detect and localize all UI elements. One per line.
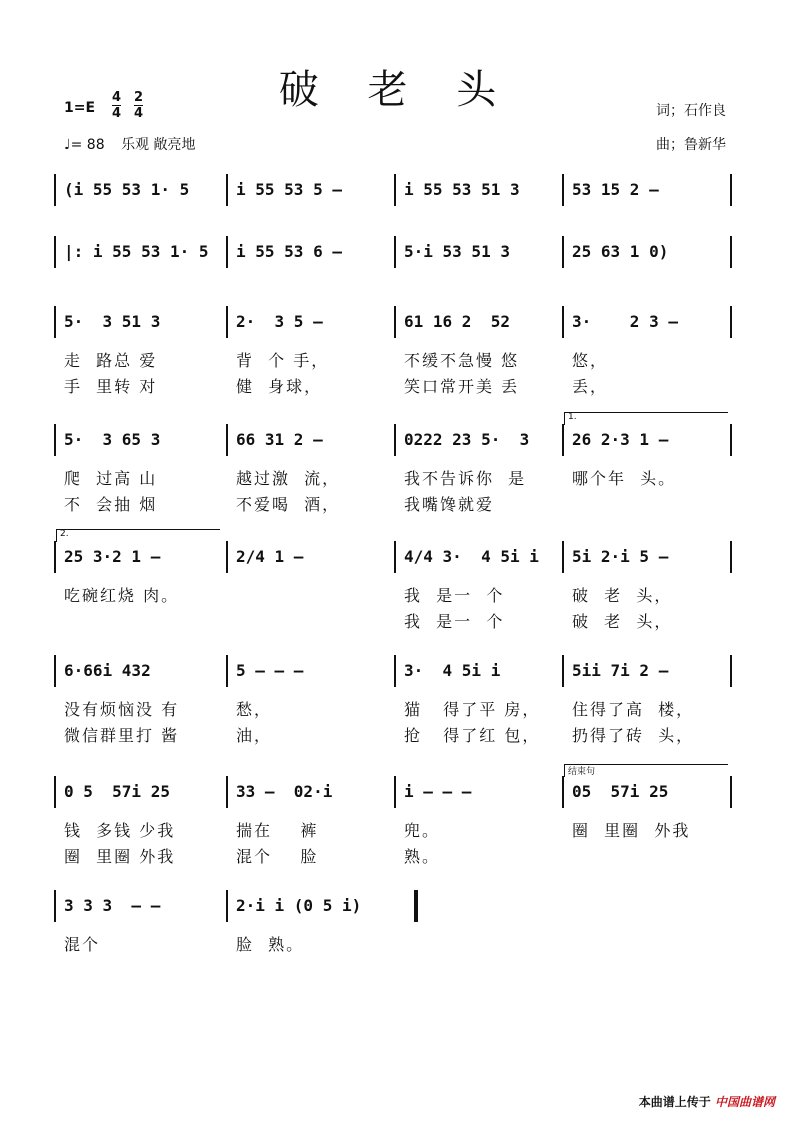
expression-marking: 乐观 敞亮地: [121, 137, 196, 153]
measure: 5 – – –: [236, 661, 304, 680]
composer-credit: 曲；鲁新华: [656, 137, 726, 153]
time-sig-bottom: 4: [134, 106, 144, 121]
lyric-segment: 愁，: [236, 700, 273, 719]
barline: [394, 541, 396, 573]
time-sig-bottom: 4: [112, 106, 122, 121]
time-sig-top: 4: [112, 90, 122, 105]
lyric-segment: 破 老 头，: [572, 586, 673, 605]
tempo-marking: [64, 134, 196, 154]
tempo-value: ♩= 88: [64, 137, 105, 153]
lyric-segment: 混个: [64, 935, 101, 954]
volta-label: 2.: [60, 529, 69, 539]
lyric-segment: 熟。: [404, 847, 441, 866]
notation-system: [54, 661, 734, 745]
measure: 25 3·2 1 –: [64, 547, 161, 566]
measure: 61 16 2 52: [404, 312, 510, 331]
barline: [54, 236, 56, 268]
lyric-segment: 钱 多钱 少我: [64, 821, 176, 840]
measure: |: i 55 53 1· 5: [64, 242, 209, 261]
measure: 0222 23 5· 3: [404, 430, 530, 449]
barline: [226, 541, 228, 573]
measure: 05 57i 25: [572, 782, 669, 801]
lyric-segment: 兜。: [404, 821, 441, 840]
lyric-segment: 不 会抽 烟: [64, 495, 158, 514]
time-sig-top: 2: [134, 90, 144, 105]
lyric-segment: 手 里转 对: [64, 377, 158, 396]
footer-credit: [639, 1093, 775, 1110]
barline: [54, 306, 56, 338]
lyric-segment: 揣在 裤: [236, 821, 319, 840]
notation-system: [54, 767, 734, 866]
barline: [730, 655, 732, 687]
measure: 2·i i (0 5 i): [236, 896, 362, 915]
measure: 5· 3 65 3: [64, 430, 161, 449]
barline: [226, 424, 228, 456]
notation-system: [54, 529, 734, 631]
barline: [54, 174, 56, 206]
time-signature-4-4: [112, 90, 121, 121]
measure: 5·i 53 51 3: [404, 242, 510, 261]
measure: 5· 3 51 3: [64, 312, 161, 331]
measure: 26 2·3 1 –: [572, 430, 669, 449]
barline: [562, 776, 564, 808]
measure: i 55 53 51 3: [404, 180, 520, 199]
volta-bracket: [564, 764, 728, 777]
lyricist-credit: 词；石作良: [656, 103, 726, 119]
measure: 3 3 3 – –: [64, 896, 161, 915]
lyric-segment: 脸 熟。: [236, 935, 305, 954]
measure: i – – –: [404, 782, 472, 801]
barline: [394, 655, 396, 687]
barline: [562, 174, 564, 206]
measure: 4/4 3· 4 5i i: [404, 547, 539, 566]
lyric-segment: 破 老 头，: [572, 612, 673, 631]
barline: [226, 306, 228, 338]
lyric-segment: 哪个年 头。: [572, 469, 677, 488]
lyric-segment: 健 身球，: [236, 377, 323, 396]
measure: 3· 4 5i i: [404, 661, 501, 680]
barline: [226, 776, 228, 808]
lyric-segment: 不缓不急慢 悠: [404, 351, 520, 370]
lyric-segment: 笑口常开美 丢: [404, 377, 520, 396]
time-signature-2-4: [134, 90, 143, 121]
measure: 2· 3 5 –: [236, 312, 323, 331]
barline: [730, 776, 732, 808]
barline: [226, 655, 228, 687]
barline: [562, 306, 564, 338]
measure: 53 15 2 –: [572, 180, 659, 199]
barline: [394, 306, 396, 338]
barline: [394, 174, 396, 206]
notation-system: [54, 412, 734, 514]
notation-system: [54, 180, 734, 208]
song-title: 破 老 头: [278, 67, 515, 113]
notation-system: [54, 312, 734, 396]
lyric-segment: 爬 过高 山: [64, 469, 158, 488]
lyric-segment: 猫 得了平 房，: [404, 700, 541, 719]
barline: [394, 776, 396, 808]
lyric-segment: 背 个 手，: [236, 351, 330, 370]
barline: [730, 424, 732, 456]
measure: 0 5 57i 25: [64, 782, 170, 801]
lyric-segment: 越过激 流，: [236, 469, 341, 488]
barline: [226, 236, 228, 268]
notation-system: [54, 242, 734, 270]
barline: [730, 541, 732, 573]
footer-label: 本曲谱上传于: [638, 1095, 711, 1109]
lyric-segment: 油，: [236, 726, 273, 745]
measure: 3· 2 3 –: [572, 312, 678, 331]
lyric-segment: 我 是一 个: [404, 612, 505, 631]
barline: [226, 174, 228, 206]
barline: [54, 655, 56, 687]
barline: [54, 776, 56, 808]
barline: [562, 655, 564, 687]
measure: (i 55 53 1· 5: [64, 180, 190, 199]
lyric-segment: 吃碗红烧 肉。: [64, 586, 180, 605]
measure: 66 31 2 –: [236, 430, 323, 449]
lyric-segment: 混个 脸: [236, 847, 319, 866]
volta-bracket: [564, 412, 728, 425]
measure: 33 – 02·i: [236, 782, 333, 801]
barline: [54, 541, 56, 573]
lyric-segment: 没有烦恼没 有: [64, 700, 180, 719]
lyric-segment: 我不告诉你 是: [404, 469, 527, 488]
lyric-segment: 微信群里打 酱: [64, 726, 180, 745]
barline: [226, 890, 228, 922]
barline: [562, 236, 564, 268]
lyric-segment: 住得了高 楼，: [572, 700, 695, 719]
site-logo: 中国曲谱网: [714, 1095, 775, 1109]
lyric-segment: 走 路总 爱: [64, 351, 158, 370]
measure: 25 63 1 0): [572, 242, 669, 261]
lyric-segment: 扔得了砖 头，: [572, 726, 695, 745]
barline: [730, 306, 732, 338]
measure: 6·66i 432: [64, 661, 151, 680]
notation-system: [54, 896, 734, 954]
barline: [562, 541, 564, 573]
measure: i 55 53 5 –: [236, 180, 342, 199]
barline: [54, 424, 56, 456]
measure: 5i 2·i 5 –: [572, 547, 669, 566]
measure: 5ii 7i 2 –: [572, 661, 669, 680]
volta-bracket: [56, 529, 220, 542]
barline: [394, 424, 396, 456]
lyric-segment: 圈 里圈 外我: [572, 821, 691, 840]
measure: 2/4 1 –: [236, 547, 304, 566]
lyric-segment: 抢 得了红 包，: [404, 726, 541, 745]
volta-label: 结束句: [568, 767, 596, 777]
lyric-segment: 悠，: [572, 351, 609, 370]
barline: [394, 236, 396, 268]
barline: [730, 236, 732, 268]
barline: [54, 890, 56, 922]
lyric-segment: 丢，: [572, 377, 609, 396]
lyric-segment: 不爱喝 酒，: [236, 495, 341, 514]
barline: [730, 174, 732, 206]
measure: i 55 53 6 –: [236, 242, 342, 261]
barline: [562, 424, 564, 456]
final-barline: [414, 890, 418, 922]
lyric-segment: 圈 里圈 外我: [64, 847, 176, 866]
lyric-segment: 我嘴馋就爱: [404, 495, 495, 514]
key-signature: 1=E: [64, 100, 96, 116]
volta-label: 1.: [568, 412, 577, 422]
lyric-segment: 我 是一 个: [404, 586, 505, 605]
